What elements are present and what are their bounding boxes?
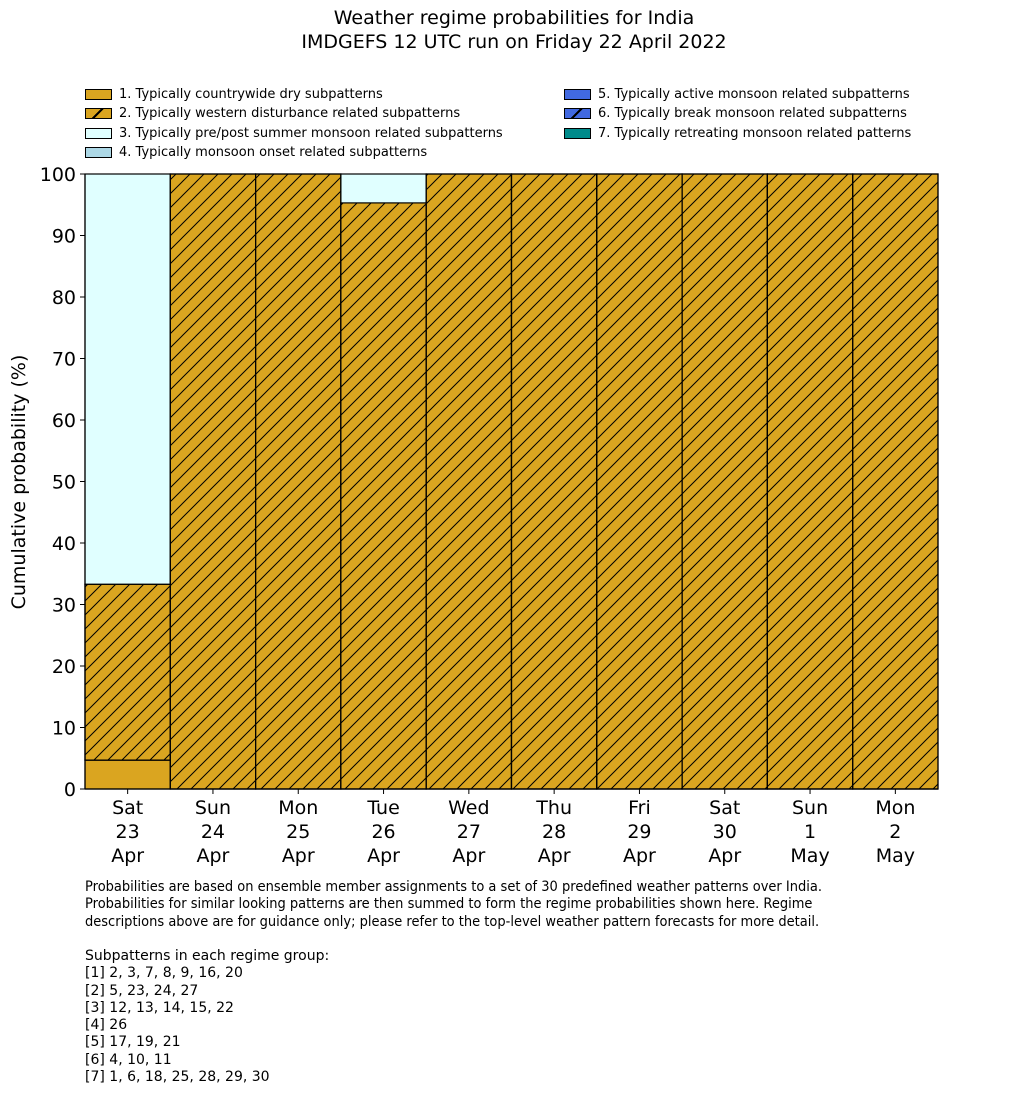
x-tick-label-line: Apr: [623, 845, 656, 867]
chart-subtitle: IMDGEFS 12 UTC run on Friday 22 April 2022: [301, 31, 727, 53]
chart-title: Weather regime probabilities for India: [333, 7, 695, 29]
notes-block: [85, 879, 822, 931]
x-tick-label-line: Mon: [278, 797, 319, 819]
y-tick-label: 30: [51, 594, 76, 617]
regime-groups: [85, 948, 329, 1086]
x-tick-label-line: 25: [286, 821, 311, 843]
x-tick-label-line: 29: [627, 821, 652, 843]
x-tick-label-line: 27: [456, 821, 481, 843]
x-tick-label-line: Sat: [112, 797, 144, 819]
x-tick-label: [708, 797, 741, 867]
x-tick-label: [623, 797, 656, 867]
x-tick-label-line: May: [875, 845, 915, 867]
note-line: Probabilities for similar looking patterns are then summed to form the regime probabilities shown here. Regime: [85, 896, 813, 913]
group-line: [3] 12, 13, 14, 15, 22: [85, 999, 234, 1016]
y-tick-label: 90: [51, 225, 76, 248]
groups-heading: Subpatterns in each regime group:: [85, 948, 330, 964]
bar-hatch: [341, 203, 426, 789]
bars-group: [85, 174, 938, 789]
group-line: [2] 5, 23, 24, 27: [85, 982, 199, 999]
x-tick-label-line: Wed: [448, 797, 490, 819]
note-line: Probabilities are based on ensemble member assignments to a set of 30 predefined weather patterns over India.: [85, 879, 822, 895]
y-axis-label: Cumulative probability (%): [8, 354, 30, 610]
x-tick-label-line: Apr: [452, 845, 486, 867]
x-tick-label: [195, 797, 231, 867]
x-tick-label-line: Apr: [537, 845, 571, 867]
legend-label: 3. Typically pre/post summer monsoon related subpatterns: [119, 125, 503, 141]
x-tick-label-line: 30: [712, 821, 737, 843]
bar-segment: [341, 174, 426, 203]
y-tick-label: 20: [51, 656, 76, 678]
y-tick-label: 50: [51, 471, 76, 494]
group-line: [6] 4, 10, 11: [85, 1051, 172, 1068]
x-tick-label-line: 26: [371, 821, 396, 843]
legend-label: 7. Typically retreating monsoon related patterns: [598, 125, 912, 141]
bar-hatch: [597, 174, 682, 789]
y-tick-label: 60: [51, 410, 76, 432]
y-tick-label: 10: [51, 717, 76, 740]
x-tick-label-line: Apr: [708, 845, 742, 867]
bar-hatch: [256, 174, 341, 789]
legend-label: 5. Typically active monsoon related subpatterns: [598, 87, 910, 102]
x-tick-label-line: 1: [804, 821, 817, 843]
group-line: [1] 2, 3, 7, 8, 9, 16, 20: [85, 965, 243, 982]
x-tick-label-line: Thu: [536, 797, 573, 819]
x-tick-label: [278, 797, 318, 867]
x-tick-label-line: Apr: [367, 845, 400, 867]
bar-hatch: [767, 174, 852, 789]
group-line: [5] 17, 19, 21: [85, 1034, 181, 1051]
x-tick-label-line: May: [790, 845, 830, 867]
bar-hatch: [85, 584, 170, 760]
x-tick-label: [875, 797, 915, 867]
bar-segment: [85, 174, 170, 584]
bar-hatch: [853, 174, 938, 789]
x-tick-label: [366, 797, 400, 867]
x-tick-label: [448, 797, 489, 867]
bar-hatch: [426, 174, 511, 789]
x-tick-label-line: Apr: [196, 845, 230, 867]
y-tick-label: 0: [63, 779, 76, 801]
bar-hatch: [512, 174, 597, 789]
y-tick-label: 40: [51, 533, 76, 555]
legend-label: 1. Typically countrywide dry subpatterns: [119, 87, 383, 102]
bar-hatch: [170, 174, 255, 789]
note-line: descriptions above are for guidance only; please refer to the top-level weather pattern forecasts for more detail.: [85, 913, 820, 930]
bar-hatch: [682, 174, 767, 789]
x-tick-label-line: Apr: [111, 845, 145, 867]
legend-label: 4. Typically monsoon onset related subpatterns: [119, 144, 428, 160]
x-tick-label-line: 28: [542, 821, 567, 843]
legend-label: 2. Typically western disturbance related subpatterns: [119, 106, 461, 122]
group-line: [7] 1, 6, 18, 25, 28, 29, 30: [85, 1069, 270, 1086]
x-tick-label-line: 24: [200, 821, 226, 843]
x-tick-label-line: Sat: [709, 797, 741, 819]
x-tick-label-line: 23: [115, 821, 140, 843]
x-tick-label-line: Fri: [628, 797, 651, 819]
x-tick-label-line: Mon: [875, 797, 916, 819]
y-tick-label: 80: [51, 287, 76, 309]
x-tick-label: [535, 797, 572, 867]
y-tick-label: 100: [39, 164, 76, 186]
x-tick-label-line: Tue: [367, 797, 400, 819]
x-tick-label-line: Apr: [281, 845, 315, 867]
x-tick-label: [790, 797, 829, 867]
x-tick-label-line: 2: [889, 821, 902, 843]
bar-segment: [85, 760, 170, 789]
x-tick-label: [111, 797, 144, 867]
legend-label: 6. Typically break monsoon related subpatterns: [598, 106, 907, 122]
y-tick-label: 70: [51, 348, 76, 371]
x-tick-label-line: Sun: [791, 797, 829, 819]
x-tick-label-line: Sun: [194, 797, 232, 819]
group-line: [4] 26: [85, 1017, 128, 1034]
